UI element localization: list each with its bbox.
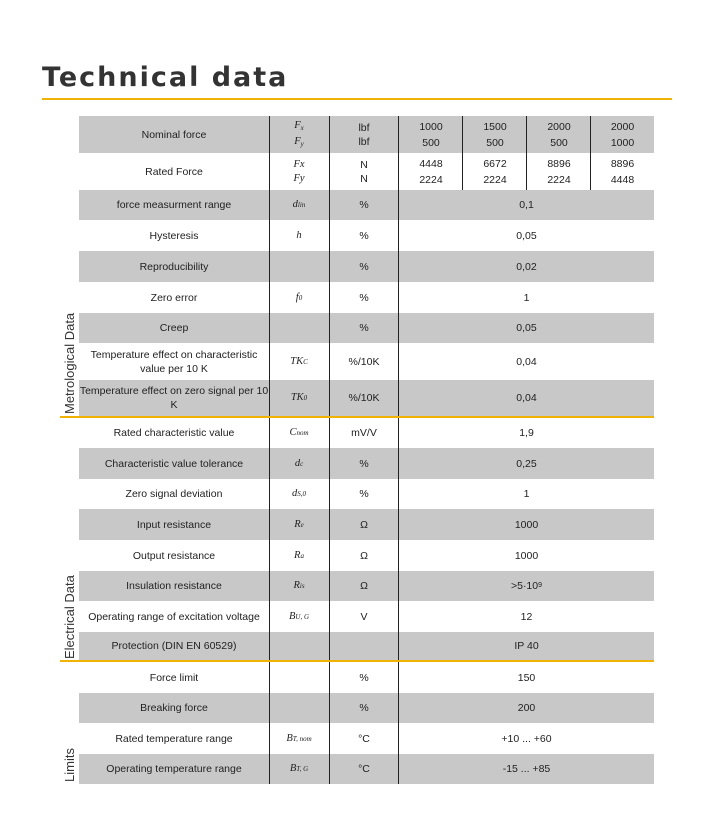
- row-symbol: B T, nom: [286, 732, 312, 744]
- row-value: 1: [523, 488, 530, 500]
- row-name: Output resistance: [132, 549, 216, 562]
- section-label-limits: Limits: [62, 748, 77, 782]
- row-symbol: [269, 632, 329, 660]
- table-row: [79, 479, 654, 509]
- row-unit: Ω: [360, 549, 368, 562]
- section-separator: [60, 660, 654, 662]
- row-name: Protection (DIN EN 60529): [111, 640, 237, 652]
- nominal-col-3: 2000 500: [547, 120, 571, 149]
- page-title: Technical data: [42, 62, 289, 93]
- row-name: Breaking force: [140, 702, 208, 714]
- row-unit: %: [359, 199, 369, 211]
- row-name: Operating temperature range: [106, 763, 242, 775]
- section-label-metrological: Metrological Data: [62, 312, 77, 414]
- row-value: IP 40: [514, 640, 539, 652]
- row-value: 0,04: [516, 392, 537, 404]
- row-unit: Ω: [360, 580, 368, 592]
- table-row: [79, 190, 654, 220]
- column-divider: [398, 116, 399, 784]
- nominal-col-1: 1000 500: [419, 120, 443, 149]
- row-name: Nominal force: [141, 128, 207, 141]
- row-value: 1,9: [519, 427, 534, 439]
- table-row: [79, 509, 654, 540]
- row-name: Characteristic value tolerance: [104, 457, 244, 470]
- table-row: [79, 571, 654, 601]
- row-name: Rated Force: [145, 165, 203, 178]
- rated-force-row: [79, 153, 654, 190]
- row-unit: %/10K: [348, 355, 380, 368]
- row-unit: Ω: [360, 518, 368, 531]
- row-symbol: TK 0: [290, 392, 308, 403]
- row-unit: %: [359, 671, 369, 684]
- row-symbol: [269, 662, 329, 693]
- rated-col-1: 4448 2224: [419, 157, 443, 186]
- table-row: [79, 723, 654, 754]
- row-unit: %: [359, 291, 369, 304]
- row-unit: %: [359, 322, 369, 334]
- table-row: [79, 540, 654, 571]
- row-unit: %/10K: [348, 392, 380, 404]
- row-unit: N N: [360, 158, 368, 185]
- section-separator: [60, 416, 654, 418]
- row-name: Temperature effect on zero signal per 10 K: [79, 385, 269, 411]
- row-name: Force limit: [149, 671, 199, 684]
- row-name: Hysteresis: [149, 229, 199, 242]
- table-row: [79, 754, 654, 784]
- row-value: 0,1: [519, 199, 534, 211]
- row-name: Rated temperature range: [115, 732, 233, 745]
- row-unit: [329, 632, 399, 660]
- rated-col-3: 8896 2224: [547, 157, 571, 186]
- row-symbol: h: [296, 229, 302, 241]
- row-unit: %: [359, 260, 369, 273]
- row-value: -15 ... +85: [502, 763, 551, 775]
- table-row: [79, 343, 654, 380]
- row-value: 1: [523, 291, 530, 304]
- row-symbol: [269, 693, 329, 723]
- row-name: force measurment range: [116, 199, 232, 211]
- table-row: [79, 313, 654, 343]
- row-value: +10 ... +60: [501, 732, 552, 745]
- row-symbol: B T, G: [289, 763, 309, 774]
- table-row: [79, 632, 654, 660]
- row-name: Zero signal deviation: [125, 488, 223, 500]
- section-label-electrical: Electrical Data: [62, 575, 77, 659]
- row-value: 150: [517, 671, 536, 684]
- row-unit: °C: [358, 732, 370, 745]
- column-divider: [329, 116, 330, 784]
- row-symbol: f 0: [295, 291, 303, 303]
- table-row: [79, 251, 654, 282]
- row-name: Input resistance: [136, 518, 212, 531]
- row-symbol: [269, 313, 329, 343]
- row-unit: %: [359, 488, 369, 500]
- row-value: 1000: [514, 549, 539, 562]
- row-value: 1000: [514, 518, 539, 531]
- column-divider: [269, 116, 270, 784]
- rated-col-2: 6672 2224: [483, 157, 507, 186]
- table-row: [79, 282, 654, 313]
- row-value: >5·10 9: [510, 580, 543, 592]
- table-row: [79, 662, 654, 693]
- row-unit: %: [359, 702, 369, 714]
- row-unit: %: [359, 229, 369, 242]
- column-divider: [462, 116, 463, 190]
- row-value: 0,02: [516, 260, 537, 273]
- table-row: [79, 693, 654, 723]
- row-symbol: [269, 251, 329, 282]
- row-name: Temperature effect on characteristic value per 10 K: [90, 348, 258, 375]
- row-unit: lbf lbf: [358, 121, 370, 148]
- row-value: 12: [520, 610, 533, 623]
- row-name: Rated characteristic value: [113, 427, 235, 439]
- row-value: 0,25: [516, 457, 537, 470]
- row-symbol: d S,0: [292, 488, 306, 499]
- title-underline: [42, 98, 672, 100]
- row-symbol: Fx Fy: [294, 119, 304, 148]
- table-row: [79, 601, 654, 632]
- row-unit: V: [360, 610, 368, 623]
- table-row: [79, 220, 654, 251]
- column-divider: [590, 116, 591, 190]
- row-name: Creep: [159, 322, 189, 334]
- rated-col-4: 8896 4448: [610, 157, 635, 186]
- column-divider: [526, 116, 527, 190]
- row-symbol: d lin: [292, 199, 306, 210]
- row-symbol: R is: [293, 580, 305, 591]
- row-name: Reproducibility: [139, 260, 209, 273]
- row-value: 0,05: [516, 322, 537, 334]
- table-row: [79, 448, 654, 479]
- row-value: 200: [517, 702, 536, 714]
- row-unit: %: [359, 457, 369, 470]
- row-name: Zero error: [150, 291, 198, 304]
- table-row: [79, 418, 654, 448]
- row-value: 0,04: [516, 355, 537, 368]
- row-symbol: Fx Fy: [293, 158, 305, 184]
- row-name: Operating range of excitation voltage: [88, 610, 260, 623]
- row-value: 0,05: [516, 229, 537, 242]
- row-symbol: R e: [294, 518, 304, 530]
- row-symbol: R a: [294, 549, 304, 561]
- table-row: [79, 380, 654, 416]
- nominal-col-4: 2000 1000: [610, 120, 635, 149]
- nominal-col-2: 1500 500: [483, 120, 507, 149]
- row-symbol: B U, G: [288, 610, 310, 622]
- row-unit: mV/V: [351, 427, 377, 439]
- row-name: Insulation resistance: [126, 580, 222, 592]
- row-symbol: TK C: [290, 355, 308, 367]
- row-symbol: C nom: [289, 427, 309, 438]
- nominal-force-row: [79, 116, 654, 153]
- row-unit: °C: [358, 763, 370, 775]
- row-symbol: d c: [294, 457, 304, 469]
